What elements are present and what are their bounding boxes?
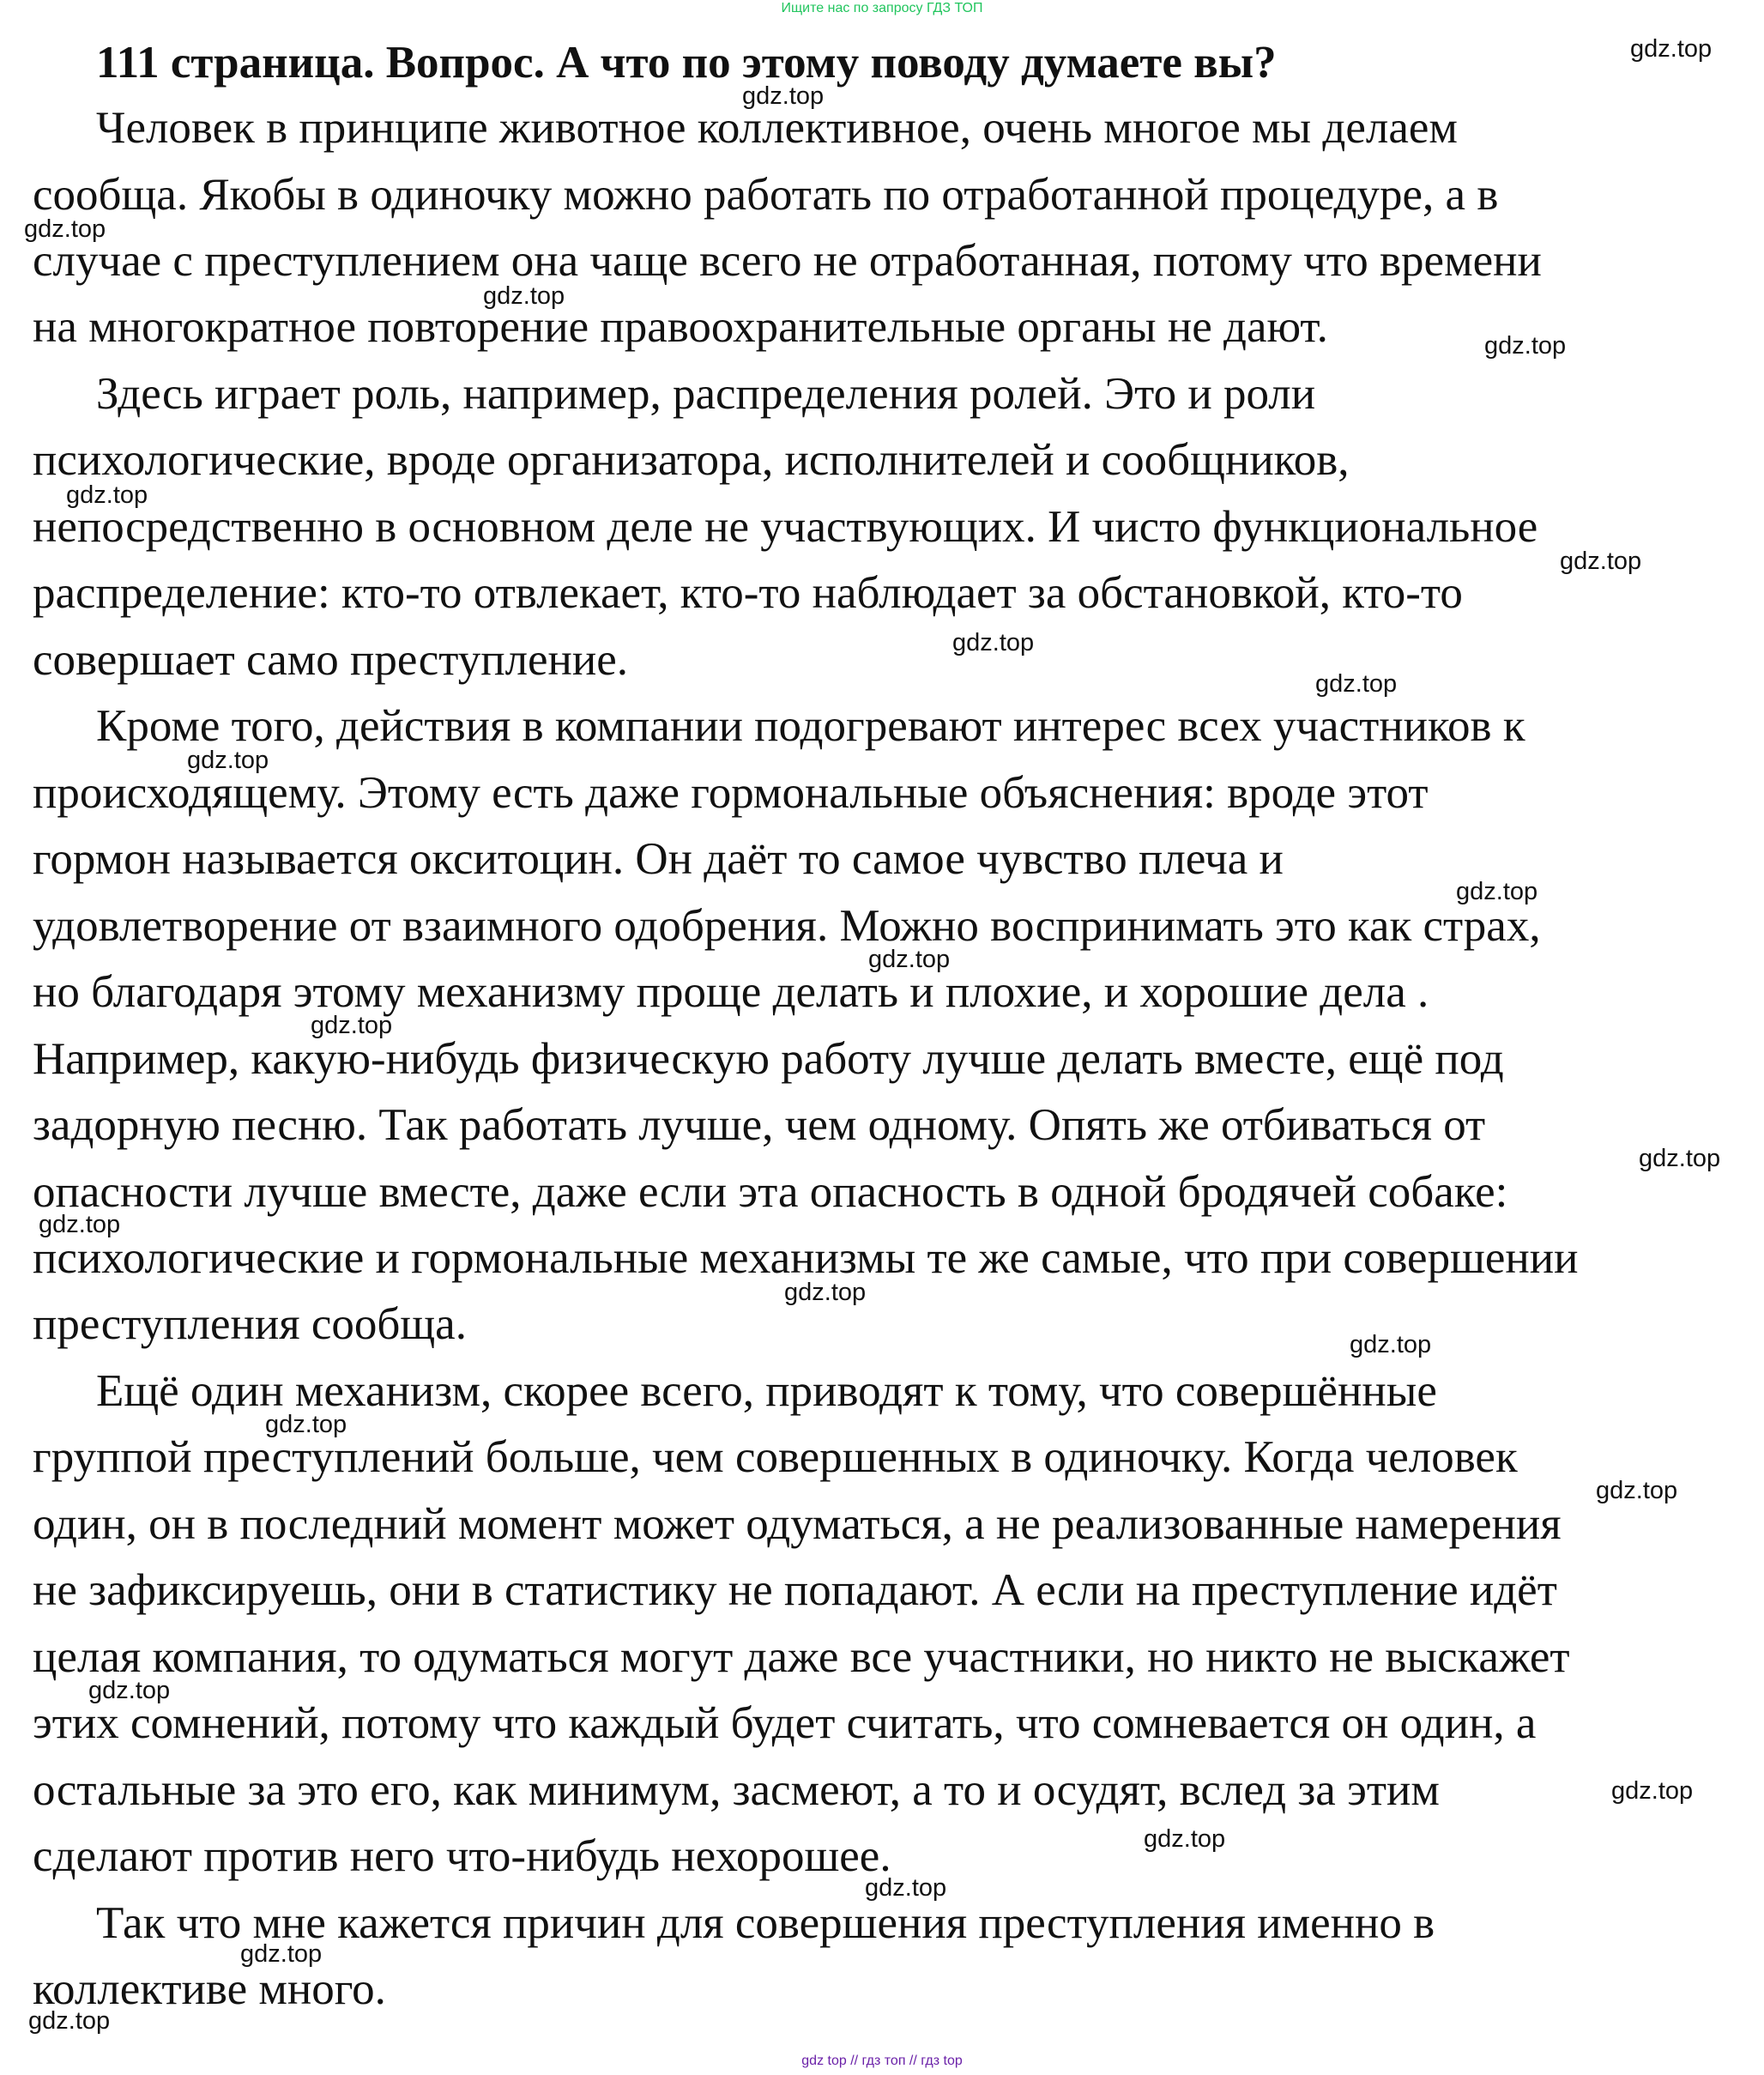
watermark: gdz.top	[66, 481, 148, 509]
watermark: gdz.top	[1350, 1331, 1432, 1358]
watermark: gdz.top	[24, 215, 106, 243]
text-line: распределение: кто-то отвлекает, кто-то наблюдает за обстановкой, кто-то	[33, 568, 1463, 618]
text-line: опасности лучше вместе, даже если эта опасность в одной бродячей собаке:	[33, 1167, 1508, 1217]
watermark: gdz.top	[952, 629, 1035, 656]
watermark: gdz.top	[1560, 547, 1642, 575]
text-line: Кроме того, действия в компании подогревают интерес всех участников к	[96, 701, 1525, 751]
text-line: этих сомнений, потому что каждый будет считать, что сомневается он один, а	[33, 1698, 1537, 1748]
text-line: сделают против него что-нибудь нехорошее.	[33, 1831, 891, 1881]
text-line: преступления сообща.	[33, 1299, 467, 1349]
watermark: gdz.top	[483, 282, 565, 310]
text-line: не зафиксируешь, они в статистику не попадают. А если на преступление идёт	[33, 1565, 1557, 1615]
text-line: Человек в принципе животное коллективное, очень многое мы делаем	[96, 103, 1458, 153]
watermark: gdz.top	[1456, 878, 1538, 905]
text-line: целая компания, то одуматься могут даже все участники, но никто не выскажет	[33, 1632, 1570, 1682]
text-line: сообща. Якобы в одиночку можно работать по отработанной процедуре, а в	[33, 170, 1499, 220]
watermark: gdz.top	[1144, 1825, 1226, 1853]
text-line: психологические и гормональные механизмы те же самые, что при совершении	[33, 1233, 1579, 1283]
text-line: удовлетворение от взаимного одобрения. Можно воспринимать это как страх,	[33, 901, 1541, 951]
watermark: gdz.top	[1315, 670, 1398, 698]
text-line: Например, какую-нибудь физическую работу лучше делать вместе, ещё под	[33, 1034, 1504, 1084]
text-line: на многократное повторение правоохранительные органы не дают.	[33, 302, 1328, 352]
text-line: коллективе много.	[33, 1964, 386, 2014]
watermark: gdz.top	[742, 82, 825, 110]
text-line: но благодаря этому механизму проще делать и плохие, и хорошие дела .	[33, 967, 1429, 1017]
text-line: происходящему. Этому есть даже гормональные объяснения: вроде этот	[33, 768, 1429, 818]
watermark: gdz.top	[240, 1940, 323, 1968]
watermark: gdz.top	[1611, 1777, 1694, 1805]
footer-links: gdz top // гдз топ // гдз top	[801, 2054, 963, 2068]
watermark: gdz.top	[187, 747, 269, 774]
text-line: непосредственно в основном деле не участвующих. И чисто функциональное	[33, 502, 1538, 552]
text-line: случае с преступлением она чаще всего не отработанная, потому что времени	[33, 236, 1542, 286]
page-title: 111 страница. Вопрос. А что по этому поводу думаете вы?	[96, 38, 1277, 88]
watermark: gdz.top	[265, 1411, 347, 1438]
watermark: gdz.top	[865, 1874, 947, 1902]
search-banner: Ищите нас по запросу ГДЗ ТОП	[781, 1, 983, 15]
watermark: gdz.top	[1484, 332, 1567, 360]
text-line: гормон называется окситоцин. Он даёт то самое чувство плеча и	[33, 834, 1284, 884]
text-line: остальные за это его, как минимум, засмеют, а то и осудят, вслед за этим	[33, 1765, 1440, 1815]
watermark: gdz.top	[1630, 35, 1713, 63]
text-line: психологические, вроде организатора, исполнителей и сообщников,	[33, 435, 1350, 485]
text-line: один, он в последний момент может одуматься, а не реализованные намерения	[33, 1499, 1562, 1549]
watermark: gdz.top	[88, 1677, 171, 1704]
text-line: Ещё один механизм, скорее всего, приводят к тому, что совершённые	[96, 1366, 1437, 1416]
text-line: совершает само преступление.	[33, 635, 629, 685]
text-line: группой преступлений больше, чем совершенных в одиночку. Когда человек	[33, 1432, 1518, 1482]
watermark: gdz.top	[28, 2007, 111, 2035]
watermark: gdz.top	[868, 946, 951, 973]
text-line: Так что мне кажется причин для совершения преступления именно в	[96, 1898, 1435, 1948]
text-line: задорную песню. Так работать лучше, чем одному. Опять же отбиваться от	[33, 1100, 1486, 1150]
watermark: gdz.top	[784, 1279, 867, 1306]
watermark: gdz.top	[311, 1012, 393, 1039]
watermark: gdz.top	[39, 1211, 121, 1238]
watermark: gdz.top	[1639, 1145, 1721, 1172]
watermark: gdz.top	[1596, 1477, 1678, 1504]
text-line: Здесь играет роль, например, распределения ролей. Это и роли	[96, 369, 1316, 419]
